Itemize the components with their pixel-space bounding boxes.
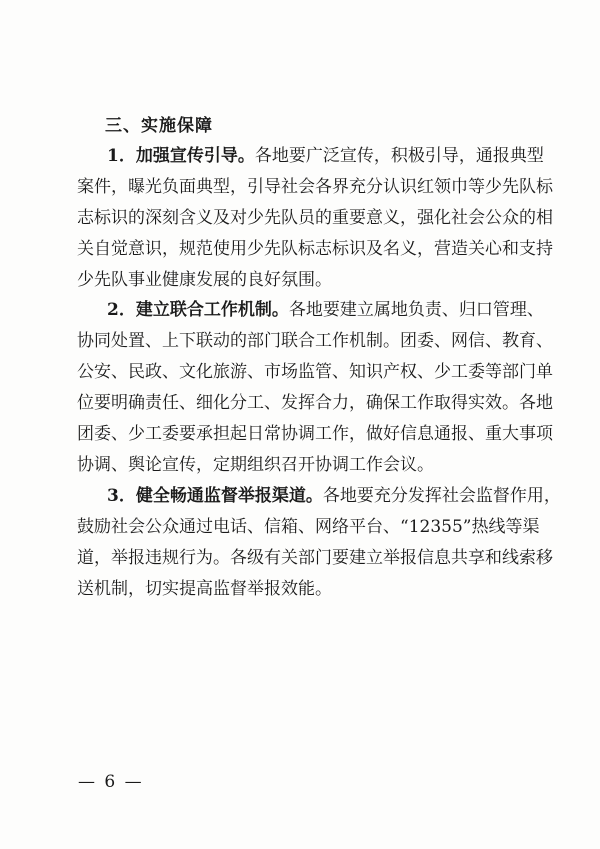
paragraph-2-line-6: 协调、舆论宣传，定期组织召开协调工作会议。 bbox=[77, 455, 434, 475]
paragraph-2-line-2: 协同处置、上下联动的部门联合工作机制。团委、网信、教育、 bbox=[77, 331, 553, 351]
paragraph-1-line-4: 关自觉意识，规范使用少先队标志标识及名义，营造关心和支持 bbox=[77, 239, 553, 259]
paragraph-2-line-3: 公安、民政、文化旅游、市场监管、知识产权、少工委等部门单 bbox=[77, 362, 553, 382]
paragraph-1-line-5: 少先队事业健康发展的良好氛围。 bbox=[77, 270, 332, 290]
paragraph-3-line-4: 送机制，切实提高监督举报效能。 bbox=[77, 579, 332, 599]
paragraph-2-text: 各地要建立属地负责、归口管理、 bbox=[288, 300, 544, 320]
section-heading: 三、实施保障 bbox=[105, 116, 213, 136]
paragraph-3-line-2: 鼓励社会公众通过电话、信箱、网络平台、“12355”热线等渠 bbox=[77, 517, 540, 537]
paragraph-2-line-5: 团委、少工委要承担起日常协调工作，做好信息通报、重大事项 bbox=[77, 424, 553, 444]
paragraph-1-lead: 1．加强宣传引导。 bbox=[107, 146, 255, 166]
paragraph-2-line-1 bbox=[107, 296, 544, 324]
paragraph-1-text: 各地要广泛宣传，积极引导，通报典型 bbox=[254, 146, 544, 166]
page-number: — 6 — bbox=[78, 772, 144, 792]
paragraph-1-line-2: 案件，曝光负面典型，引导社会各界充分认识红领巾等少先队标 bbox=[77, 177, 553, 197]
paragraph-1-line-3: 志标识的深刻含义及对少先队员的重要意义，强化社会公众的相 bbox=[77, 208, 553, 228]
paragraph-2-lead: 2．建立联合工作机制。 bbox=[107, 300, 289, 320]
paragraph-3-text: 各地要充分发挥社会监督作用， bbox=[322, 486, 561, 506]
paragraph-2-line-4: 位要明确责任、细化分工、发挥合力，确保工作取得实效。各地 bbox=[77, 393, 553, 413]
paragraph-3-line-3: 道，举报违规行为。各级有关部门要建立举报信息共享和线索移 bbox=[77, 548, 553, 568]
paragraph-3-lead: 3．健全畅通监督举报渠道。 bbox=[107, 486, 323, 506]
paragraph-1-line-1 bbox=[107, 142, 544, 170]
paragraph-3-line-1 bbox=[107, 482, 561, 510]
